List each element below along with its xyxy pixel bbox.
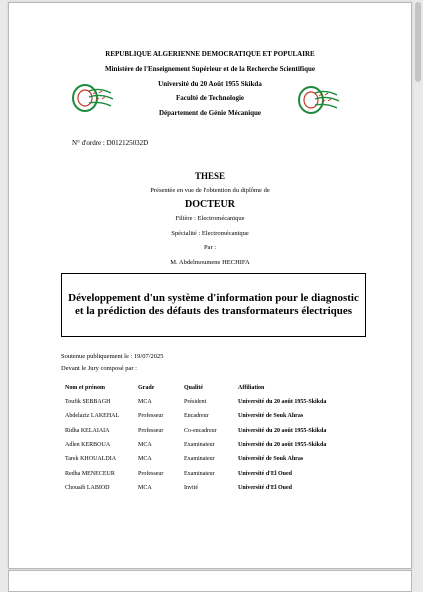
department-heading: Département de Génie Mécanique: [158, 109, 262, 117]
col-header-affiliation: Affiliation: [238, 385, 265, 391]
jury-grade: MCA: [138, 456, 152, 463]
ministry-heading: Ministère de l'Enseignement Supérieur et de la Recherche Scientifique: [105, 65, 315, 73]
table-row: [65, 481, 358, 495]
presentee-text: Présentée en vue de l'obtention du diplôme de: [150, 187, 270, 194]
jury-table: [65, 381, 358, 495]
jury-name: Abdelaziz LAKEHAL: [65, 413, 120, 420]
jury-grade: Professeur: [138, 427, 164, 434]
university-heading: Université du 20 Août 1955 Skikda: [158, 80, 262, 88]
table-row: [65, 424, 358, 438]
jury-grade: MCA: [138, 484, 152, 491]
author-name: M. Abdelmoumene HECHIFA: [170, 259, 250, 266]
jury-name: Ridha KELAIAIA: [65, 427, 110, 434]
jury-grade: MCA: [138, 399, 152, 406]
thesis-title: Développement d'un système d'information pour le diagnostic et la prédiction des défauts des transformateurs électriques: [61, 273, 366, 337]
col-header-name: Nom et prénom: [65, 385, 105, 391]
jury-quality: Examinateur: [184, 456, 215, 463]
table-row: [65, 395, 358, 409]
col-header-grade: Grade: [138, 385, 155, 391]
university-logo-icon: [297, 83, 341, 117]
jury-quality: Invité: [184, 484, 198, 491]
vertical-scrollbar[interactable]: [415, 2, 421, 82]
table-row: [65, 438, 358, 452]
col-header-quality: Qualité: [184, 385, 203, 391]
defense-date: Soutenue publiquement le : 19/07/2025: [61, 353, 164, 360]
jury-quality: Examinateur: [184, 470, 215, 477]
jury-header-row: [65, 381, 358, 395]
order-number: N° d'ordre : D012125032D: [72, 139, 149, 147]
jury-affiliation: Université du 20 août 1955-Skikda: [238, 399, 327, 406]
jury-quality: Encadreur: [184, 413, 209, 420]
jury-affiliation: Université du 20 août 1955-Skikda: [238, 427, 327, 434]
jury-affiliation: Université de Souk Ahras: [238, 456, 304, 463]
specialite-text: Spécialité : Electromécanique: [171, 230, 249, 237]
table-row: [65, 409, 358, 423]
faculty-heading: Faculté de Technologie: [175, 94, 245, 102]
jury-name: Toufik SEBBAGH: [65, 399, 111, 406]
jury-grade: Professeur: [138, 413, 164, 420]
jury-name: Tarek KHOUALDIA: [65, 456, 117, 463]
jury-affiliation: Université d'El Oued: [238, 470, 293, 477]
jury-affiliation: Université d'El Oued: [238, 484, 293, 491]
next-page-edge: [8, 570, 412, 592]
jury-quality: Examinateur: [184, 442, 215, 449]
document-page: [8, 2, 412, 569]
table-row: [65, 466, 358, 480]
jury-grade: Professeur: [138, 470, 164, 477]
filiere-text: Filière : Electromécanique: [175, 215, 245, 222]
jury-grade: MCA: [138, 442, 152, 449]
jury-quality: Co-encadreur: [184, 427, 217, 434]
university-logo-icon: [71, 81, 115, 115]
par-text: Par :: [203, 244, 217, 251]
jury-name: Redha MENECEUR: [65, 470, 115, 477]
jury-name: Chouaib LABIOD: [65, 484, 110, 491]
jury-name: Adlen KERBOUA: [65, 442, 111, 449]
jury-quality: Président: [184, 399, 207, 406]
table-row: [65, 452, 358, 466]
jury-affiliation: Université de Souk Ahras: [238, 413, 304, 420]
jury-intro: Devant le Jury composé par :: [61, 365, 137, 372]
jury-affiliation: Université du 20 août 1955-Skikda: [238, 442, 327, 449]
docteur-heading: DOCTEUR: [184, 199, 235, 210]
republic-heading: REPUBLIQUE ALGERIENNE DEMOCRATIQUE ET POPULAIRE: [105, 50, 315, 58]
these-heading: THESE: [194, 171, 225, 181]
